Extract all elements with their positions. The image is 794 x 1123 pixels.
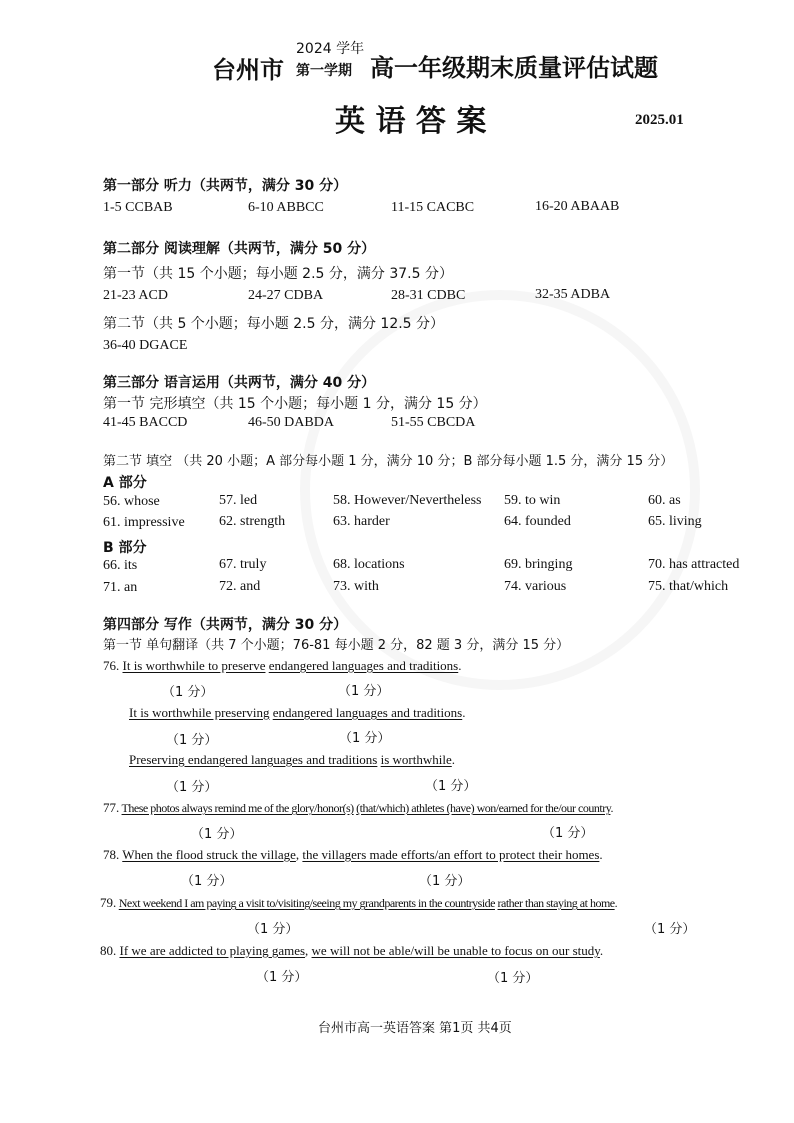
header-term: 第一学期	[296, 63, 352, 79]
part-b-label: B 部分	[103, 540, 147, 556]
answer-part1: It is worthwhile to preserve	[122, 658, 266, 673]
part3-heading: 第三部分 语言运用（共两节，满分 40 分）	[103, 375, 376, 391]
fill-answer: 61. impressive	[103, 515, 185, 530]
answer-end: .	[451, 752, 456, 767]
answer-group: 28-31 CDBC	[391, 288, 466, 303]
answer-end: .	[462, 705, 466, 720]
answer-group: 51-55 CBCDA	[391, 415, 476, 430]
part4-sec1-heading: 第一节 单句翻译（共 7 个小题；76-81 每小题 2 分，82 题 3 分，满分 15 分）	[103, 638, 570, 653]
question-number: 77.	[103, 800, 120, 815]
question-number: 76.	[103, 658, 120, 673]
answer-group: 24-27 CDBA	[248, 288, 324, 303]
answer-part2: endangered languages and traditions	[268, 658, 459, 673]
answer-part1: When the flood struck the village	[122, 847, 296, 862]
header-date: 2025.01	[635, 112, 684, 128]
answer-sep: ,	[295, 847, 303, 862]
translation-q79	[100, 895, 617, 911]
answer-part1: These photos always remind me of the glory/honor(s)	[121, 801, 354, 815]
answer-part1: It is worthwhile preserving	[129, 705, 270, 720]
point-label: （1 分）	[425, 779, 477, 794]
fill-answer: 65. living	[648, 514, 702, 529]
translation-q80	[100, 943, 603, 959]
answer-group: 41-45 BACCD	[103, 415, 188, 430]
answer-part2: we will not be able/will be unable to focus on our study	[311, 943, 600, 958]
point-label: （1 分）	[166, 733, 218, 748]
part1-heading: 第一部分 听力（共两节，满分 30 分）	[103, 178, 348, 194]
part-a-label: A 部分	[103, 475, 147, 491]
fill-answer: 62. strength	[219, 514, 286, 529]
part2-heading: 第二部分 阅读理解（共两节，满分 50 分）	[103, 241, 376, 257]
header-year: 2024 学年	[296, 41, 365, 57]
answer-part2: the villagers made efforts/an effort to protect their homes	[302, 847, 600, 862]
watermark-ring	[300, 290, 700, 690]
fill-answer: 59. to win	[504, 493, 561, 508]
fill-answer: 56. whose	[103, 494, 160, 509]
point-label: （1 分）	[256, 970, 308, 985]
answer-part2: (that/which) athletes (have) won/earned for the/our country	[356, 801, 611, 815]
point-label: （1 分）	[191, 827, 243, 842]
answer-part1: Preserving endangered languages and traditions	[129, 752, 378, 767]
part3-sec2-heading: 第二节 填空 （共 20 小题；A 部分每小题 1 分，满分 10 分；B 部分每小题 1.5 分，满分 15 分）	[103, 454, 674, 469]
translation-q76-version1	[103, 658, 461, 674]
answer-group: 6-10 ABBCC	[248, 200, 324, 215]
answer-part1: Next weekend I am paying a visit to/visiting/seeing my grandparents in the countryside	[118, 896, 495, 910]
translation-q77	[103, 800, 613, 816]
fill-answer: 64. founded	[504, 514, 571, 529]
fill-answer: 75. that/which	[648, 579, 729, 594]
point-label: （1 分）	[339, 731, 391, 746]
answer-sep: ,	[305, 943, 312, 958]
question-number: 80.	[100, 943, 117, 958]
point-label: （1 分）	[487, 971, 539, 986]
fill-answer: 74. various	[504, 579, 567, 594]
answer-part1: If we are addicted to playing games	[119, 943, 306, 958]
part2-sec1-heading: 第一节（共 15 个小题；每小题 2.5 分，满分 37.5 分）	[103, 266, 453, 282]
fill-answer: 72. and	[219, 579, 261, 594]
answer-end: .	[599, 943, 604, 958]
part4-heading: 第四部分 写作（共两节，满分 30 分）	[103, 617, 348, 633]
fill-answer: 69. bringing	[504, 557, 573, 572]
answer-end: .	[599, 847, 603, 862]
part2-sec2-heading: 第二节（共 5 个小题；每小题 2.5 分，满分 12.5 分）	[103, 316, 445, 332]
point-label: （1 分）	[542, 826, 594, 841]
fill-answer: 66. its	[103, 558, 138, 573]
answer-group: 1-5 CCBAB	[103, 200, 173, 215]
answer-part2: is worthwhile	[380, 752, 452, 767]
point-label: （1 分）	[419, 874, 471, 889]
translation-q76-version3	[129, 752, 455, 768]
page-footer: 台州市高一英语答案 第1页 共4页	[318, 1021, 512, 1036]
header-title: 高一年级期末质量评估试题	[370, 54, 658, 82]
fill-answer: 71. an	[103, 580, 138, 595]
header-subject: 英 语 答 案	[335, 104, 487, 139]
fill-answer: 58. However/Nevertheless	[333, 493, 482, 508]
answer-end: .	[458, 658, 462, 673]
fill-answer: 63. harder	[333, 514, 390, 529]
point-label: （1 分）	[644, 922, 696, 937]
question-number: 78.	[103, 847, 120, 862]
answer-end: .	[610, 801, 613, 815]
fill-answer: 60. as	[648, 493, 681, 508]
translation-q78	[103, 847, 603, 863]
answer-group: 36-40 DGACE	[103, 338, 188, 353]
answer-group: 21-23 ACD	[103, 288, 168, 303]
translation-q76-version2	[129, 705, 465, 721]
answer-group: 11-15 CACBC	[391, 200, 475, 215]
part3-sec1-heading: 第一节 完形填空（共 15 个小题；每小题 1 分，满分 15 分）	[103, 396, 487, 412]
answer-end: .	[614, 896, 618, 910]
point-label: （1 分）	[338, 684, 390, 699]
point-label: （1 分）	[166, 780, 218, 795]
point-label: （1 分）	[162, 685, 214, 700]
point-label: （1 分）	[181, 874, 233, 889]
answer-group: 16-20 ABAAB	[535, 199, 620, 214]
answer-part2: endangered languages and traditions	[272, 705, 463, 720]
fill-answer: 73. with	[333, 579, 379, 594]
fill-answer: 70. has attracted	[648, 557, 740, 572]
question-number: 79.	[100, 895, 117, 910]
fill-answer: 68. locations	[333, 557, 405, 572]
point-label: （1 分）	[247, 922, 299, 937]
answer-group: 46-50 DABDA	[248, 415, 334, 430]
header-city: 台州市	[212, 56, 284, 84]
fill-answer: 57. led	[219, 493, 258, 508]
answer-group: 32-35 ADBA	[535, 287, 611, 302]
answer-part2: rather than staying at home	[497, 896, 615, 910]
fill-answer: 67. truly	[219, 557, 267, 572]
